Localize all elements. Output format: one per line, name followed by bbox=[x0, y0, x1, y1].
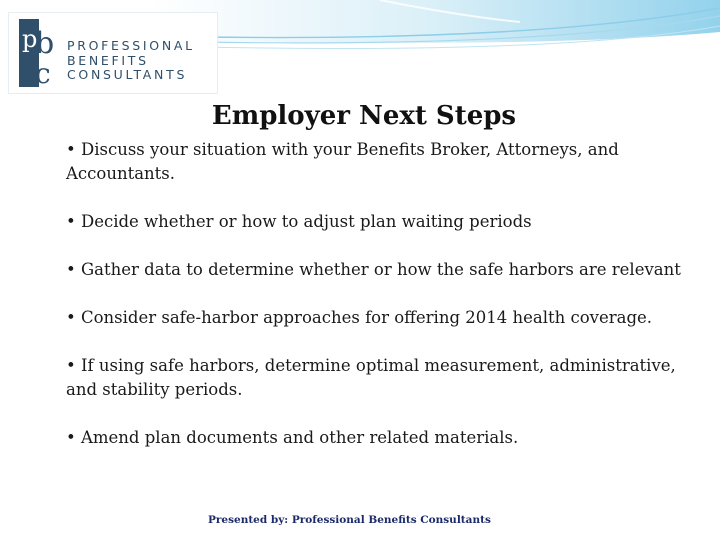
svg-text:b: b bbox=[35, 26, 55, 61]
pbc-monogram-icon bbox=[19, 19, 65, 87]
bullet-item: • Gather data to determine whether or how the safe harbors are relevant bbox=[66, 260, 681, 279]
logo-line-3: CONSULTANTS bbox=[67, 67, 188, 82]
bullet-item: • If using safe harbors, determine optimal measurement, administrative, and stability periods. bbox=[66, 356, 676, 399]
bullet-item: • Amend plan documents and other related materials. bbox=[66, 428, 519, 447]
logo-line-2: BENEFITS bbox=[67, 52, 149, 68]
page-title: Employer Next Steps bbox=[211, 101, 517, 131]
bullet-item: • Consider safe-harbor approaches for offering 2014 health coverage. bbox=[66, 308, 653, 327]
bullet-item: • Decide whether or how to adjust plan waiting periods bbox=[66, 212, 532, 231]
logo-line-1: PROFESSIONAL bbox=[67, 38, 195, 53]
bullet-item: • Discuss your situation with your Benefits Broker, Attorneys, and Accountants. bbox=[66, 140, 619, 183]
bullet-list bbox=[66, 138, 706, 450]
svg-text:c: c bbox=[35, 57, 51, 87]
company-logo bbox=[8, 12, 218, 94]
svg-text:p: p bbox=[22, 25, 38, 53]
logo-wordmark bbox=[67, 39, 195, 83]
footer-credit: Presented by: Professional Benefits Consultants bbox=[208, 514, 491, 526]
